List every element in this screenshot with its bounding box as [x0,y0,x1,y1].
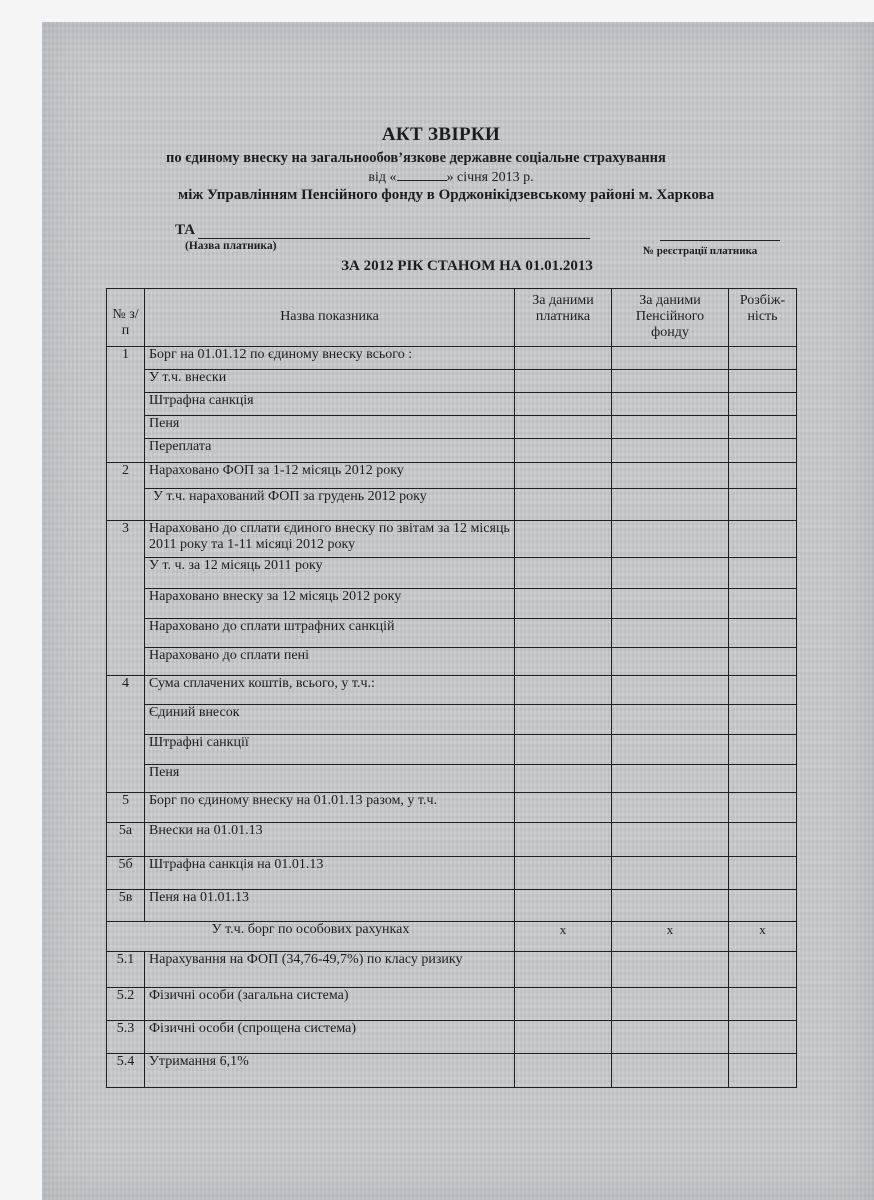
indicator-name: Штрафні санкції [145,735,515,765]
document-title: АКТ ЗВІРКИ [381,124,501,145]
discrepancy-cell[interactable] [729,521,797,558]
table-row [107,735,797,765]
table-row [107,370,797,393]
fund-value-cell[interactable] [612,463,729,489]
payer-value-cell[interactable] [515,558,612,589]
payer-registration-field[interactable] [660,240,780,241]
discrepancy-cell[interactable] [729,765,797,793]
table-row [107,890,797,922]
row-number: 5.3 [107,1021,145,1054]
table-row [107,521,797,558]
header-number: № з/п [107,289,145,347]
fund-value-cell[interactable] [612,347,729,370]
cell-payer-not-applicable: x [515,922,612,952]
payer-value-cell[interactable] [515,619,612,648]
personal-accounts-debt-label: У т.ч. борг по особових рахунках [107,922,515,952]
discrepancy-cell[interactable] [729,648,797,676]
fund-value-cell[interactable] [612,890,729,922]
payer-value-cell[interactable] [515,521,612,558]
cell-fund-not-applicable: x [612,922,729,952]
fund-value-cell[interactable] [612,988,729,1021]
fund-value-cell[interactable] [612,370,729,393]
discrepancy-cell[interactable] [729,1054,797,1088]
table-header-row [107,289,797,347]
header-payer-data: За даними платника [515,289,612,347]
table-row [107,393,797,416]
indicator-name: Сума сплачених коштів, всього, у т.ч.: [145,676,515,705]
table-row [107,648,797,676]
table-row [107,1054,797,1088]
indicator-name: У т.ч. нарахований ФОП за грудень 2012 року [145,489,515,521]
discrepancy-cell[interactable] [729,619,797,648]
payer-value-cell[interactable] [515,793,612,823]
fund-value-cell[interactable] [612,952,729,988]
indicator-name: Пеня на 01.01.13 [145,890,515,922]
indicator-name: Нараховано ФОП за 1-12 місяць 2012 року [145,463,515,489]
table-row [107,922,797,952]
discrepancy-cell[interactable] [729,370,797,393]
fund-value-cell[interactable] [612,1021,729,1054]
indicator-name: У т. ч. за 12 місяць 2011 року [145,558,515,589]
discrepancy-cell[interactable] [729,489,797,521]
payer-value-cell[interactable] [515,393,612,416]
fund-value-cell[interactable] [612,765,729,793]
discrepancy-cell[interactable] [729,857,797,890]
table-row [107,952,797,988]
date-day-blank[interactable] [397,168,447,181]
indicator-name: Фізичні особи (спрощена система) [145,1021,515,1054]
cell-diff-not-applicable: x [729,922,797,952]
indicator-name: Борг по єдиному внеску на 01.01.13 разом, у т.ч. [145,793,515,823]
row-number: 5 [107,793,145,823]
fund-value-cell[interactable] [612,619,729,648]
fund-value-cell[interactable] [612,416,729,439]
indicator-name: Нараховано до сплати єдиного внеску по звітам за 12 місяць 2011 року та 1-11 місяці 2012 року [145,521,515,558]
payer-value-cell[interactable] [515,1054,612,1088]
payer-value-cell[interactable] [515,857,612,890]
indicator-name: Пеня [145,765,515,793]
document-parties-line: між Управлінням Пенсійного фонду в Орджонікідзевському районі м. Харкова [178,187,715,203]
indicator-name: Штрафна санкція [145,393,515,416]
table-row [107,558,797,589]
payer-value-cell[interactable] [515,463,612,489]
table-row [107,619,797,648]
table-row [107,765,797,793]
indicator-name: Внески на 01.01.13 [145,823,515,857]
payer-value-cell[interactable] [515,823,612,857]
fund-value-cell[interactable] [612,648,729,676]
discrepancy-cell[interactable] [729,988,797,1021]
table-row [107,589,797,619]
period-heading: ЗА 2012 РІК СТАНОМ НА 01.01.2013 [341,258,593,274]
row-number: 5.1 [107,952,145,988]
fund-value-cell[interactable] [612,676,729,705]
payer-name-field[interactable] [198,238,590,239]
header-discrepancy: Розбіж-ність [729,289,797,347]
fund-value-cell[interactable] [612,857,729,890]
payer-value-cell[interactable] [515,765,612,793]
row-number: 1 [107,347,145,463]
discrepancy-cell[interactable] [729,393,797,416]
document-subtitle: по єдиному внеску на загальнообов’язкове державне соціальне страхування [166,150,666,166]
fund-value-cell[interactable] [612,1054,729,1088]
fund-value-cell[interactable] [612,558,729,589]
fund-value-cell[interactable] [612,705,729,735]
fund-value-cell[interactable] [612,439,729,463]
row-number: 5а [107,823,145,857]
fund-value-cell[interactable] [612,393,729,416]
date-suffix: » січня 2013 р. [446,170,534,185]
table-row [107,1021,797,1054]
discrepancy-cell[interactable] [729,439,797,463]
payer-value-cell[interactable] [515,439,612,463]
fund-value-cell[interactable] [612,521,729,558]
payer-value-cell[interactable] [515,648,612,676]
row-number: 4 [107,676,145,793]
discrepancy-cell[interactable] [729,735,797,765]
discrepancy-cell[interactable] [729,463,797,489]
indicator-name: У т.ч. внески [145,370,515,393]
payer-value-cell[interactable] [515,1021,612,1054]
fund-value-cell[interactable] [612,823,729,857]
row-number: 5б [107,857,145,890]
discrepancy-cell[interactable] [729,1021,797,1054]
header-fund-data: За даними Пенсійного фонду [612,289,729,347]
table-row [107,705,797,735]
table-row [107,857,797,890]
table-row [107,416,797,439]
payer-name-caption: (Назва платника) [185,240,277,252]
row-number: 5.4 [107,1054,145,1088]
table-row [107,439,797,463]
date-prefix: від « [368,170,397,185]
table-row [107,823,797,857]
discrepancy-cell[interactable] [729,589,797,619]
indicator-name: Нараховано внеску за 12 місяць 2012 року [145,589,515,619]
payer-value-cell[interactable] [515,705,612,735]
indicator-name: Фізичні особи (загальна система) [145,988,515,1021]
ta-label: ТА [175,222,196,238]
indicator-name: Штрафна санкція на 01.01.13 [145,857,515,890]
table-row [107,489,797,521]
table-row [107,988,797,1021]
payer-value-cell[interactable] [515,890,612,922]
payer-value-cell[interactable] [515,370,612,393]
discrepancy-cell[interactable] [729,952,797,988]
fund-value-cell[interactable] [612,793,729,823]
payer-value-cell[interactable] [515,347,612,370]
payer-value-cell[interactable] [515,676,612,705]
reconciliation-table [106,288,797,1088]
payer-value-cell[interactable] [515,952,612,988]
row-number: 3 [107,521,145,676]
payer-value-cell[interactable] [515,589,612,619]
indicator-name: Переплата [145,439,515,463]
document-date-line [0,168,874,186]
row-number: 2 [107,463,145,521]
indicator-name: Нараховано до сплати пені [145,648,515,676]
payer-registration-caption: № реєстрації платника [643,245,758,257]
discrepancy-cell[interactable] [729,416,797,439]
table-row [107,793,797,823]
table-row [107,676,797,705]
discrepancy-cell[interactable] [729,890,797,922]
fund-value-cell[interactable] [612,735,729,765]
indicator-name: Утримання 6,1% [145,1054,515,1088]
row-number: 5.2 [107,988,145,1021]
indicator-name: Єдиний внесок [145,705,515,735]
discrepancy-cell[interactable] [729,558,797,589]
payer-value-cell[interactable] [515,416,612,439]
fund-value-cell[interactable] [612,589,729,619]
indicator-name: Борг на 01.01.12 по єдиному внеску всього : [145,347,515,370]
fund-value-cell[interactable] [612,489,729,521]
indicator-name: Пеня [145,416,515,439]
payer-value-cell[interactable] [515,735,612,765]
payer-value-cell[interactable] [515,489,612,521]
discrepancy-cell[interactable] [729,823,797,857]
header-indicator-name: Назва показника [145,289,515,347]
discrepancy-cell[interactable] [729,705,797,735]
discrepancy-cell[interactable] [729,347,797,370]
table-row [107,463,797,489]
row-number: 5в [107,890,145,922]
discrepancy-cell[interactable] [729,793,797,823]
discrepancy-cell[interactable] [729,676,797,705]
indicator-name: Нарахування на ФОП (34,76-49,7%) по класу ризику [145,952,515,988]
table-row [107,347,797,370]
payer-value-cell[interactable] [515,988,612,1021]
indicator-name: Нараховано до сплати штрафних санкцій [145,619,515,648]
